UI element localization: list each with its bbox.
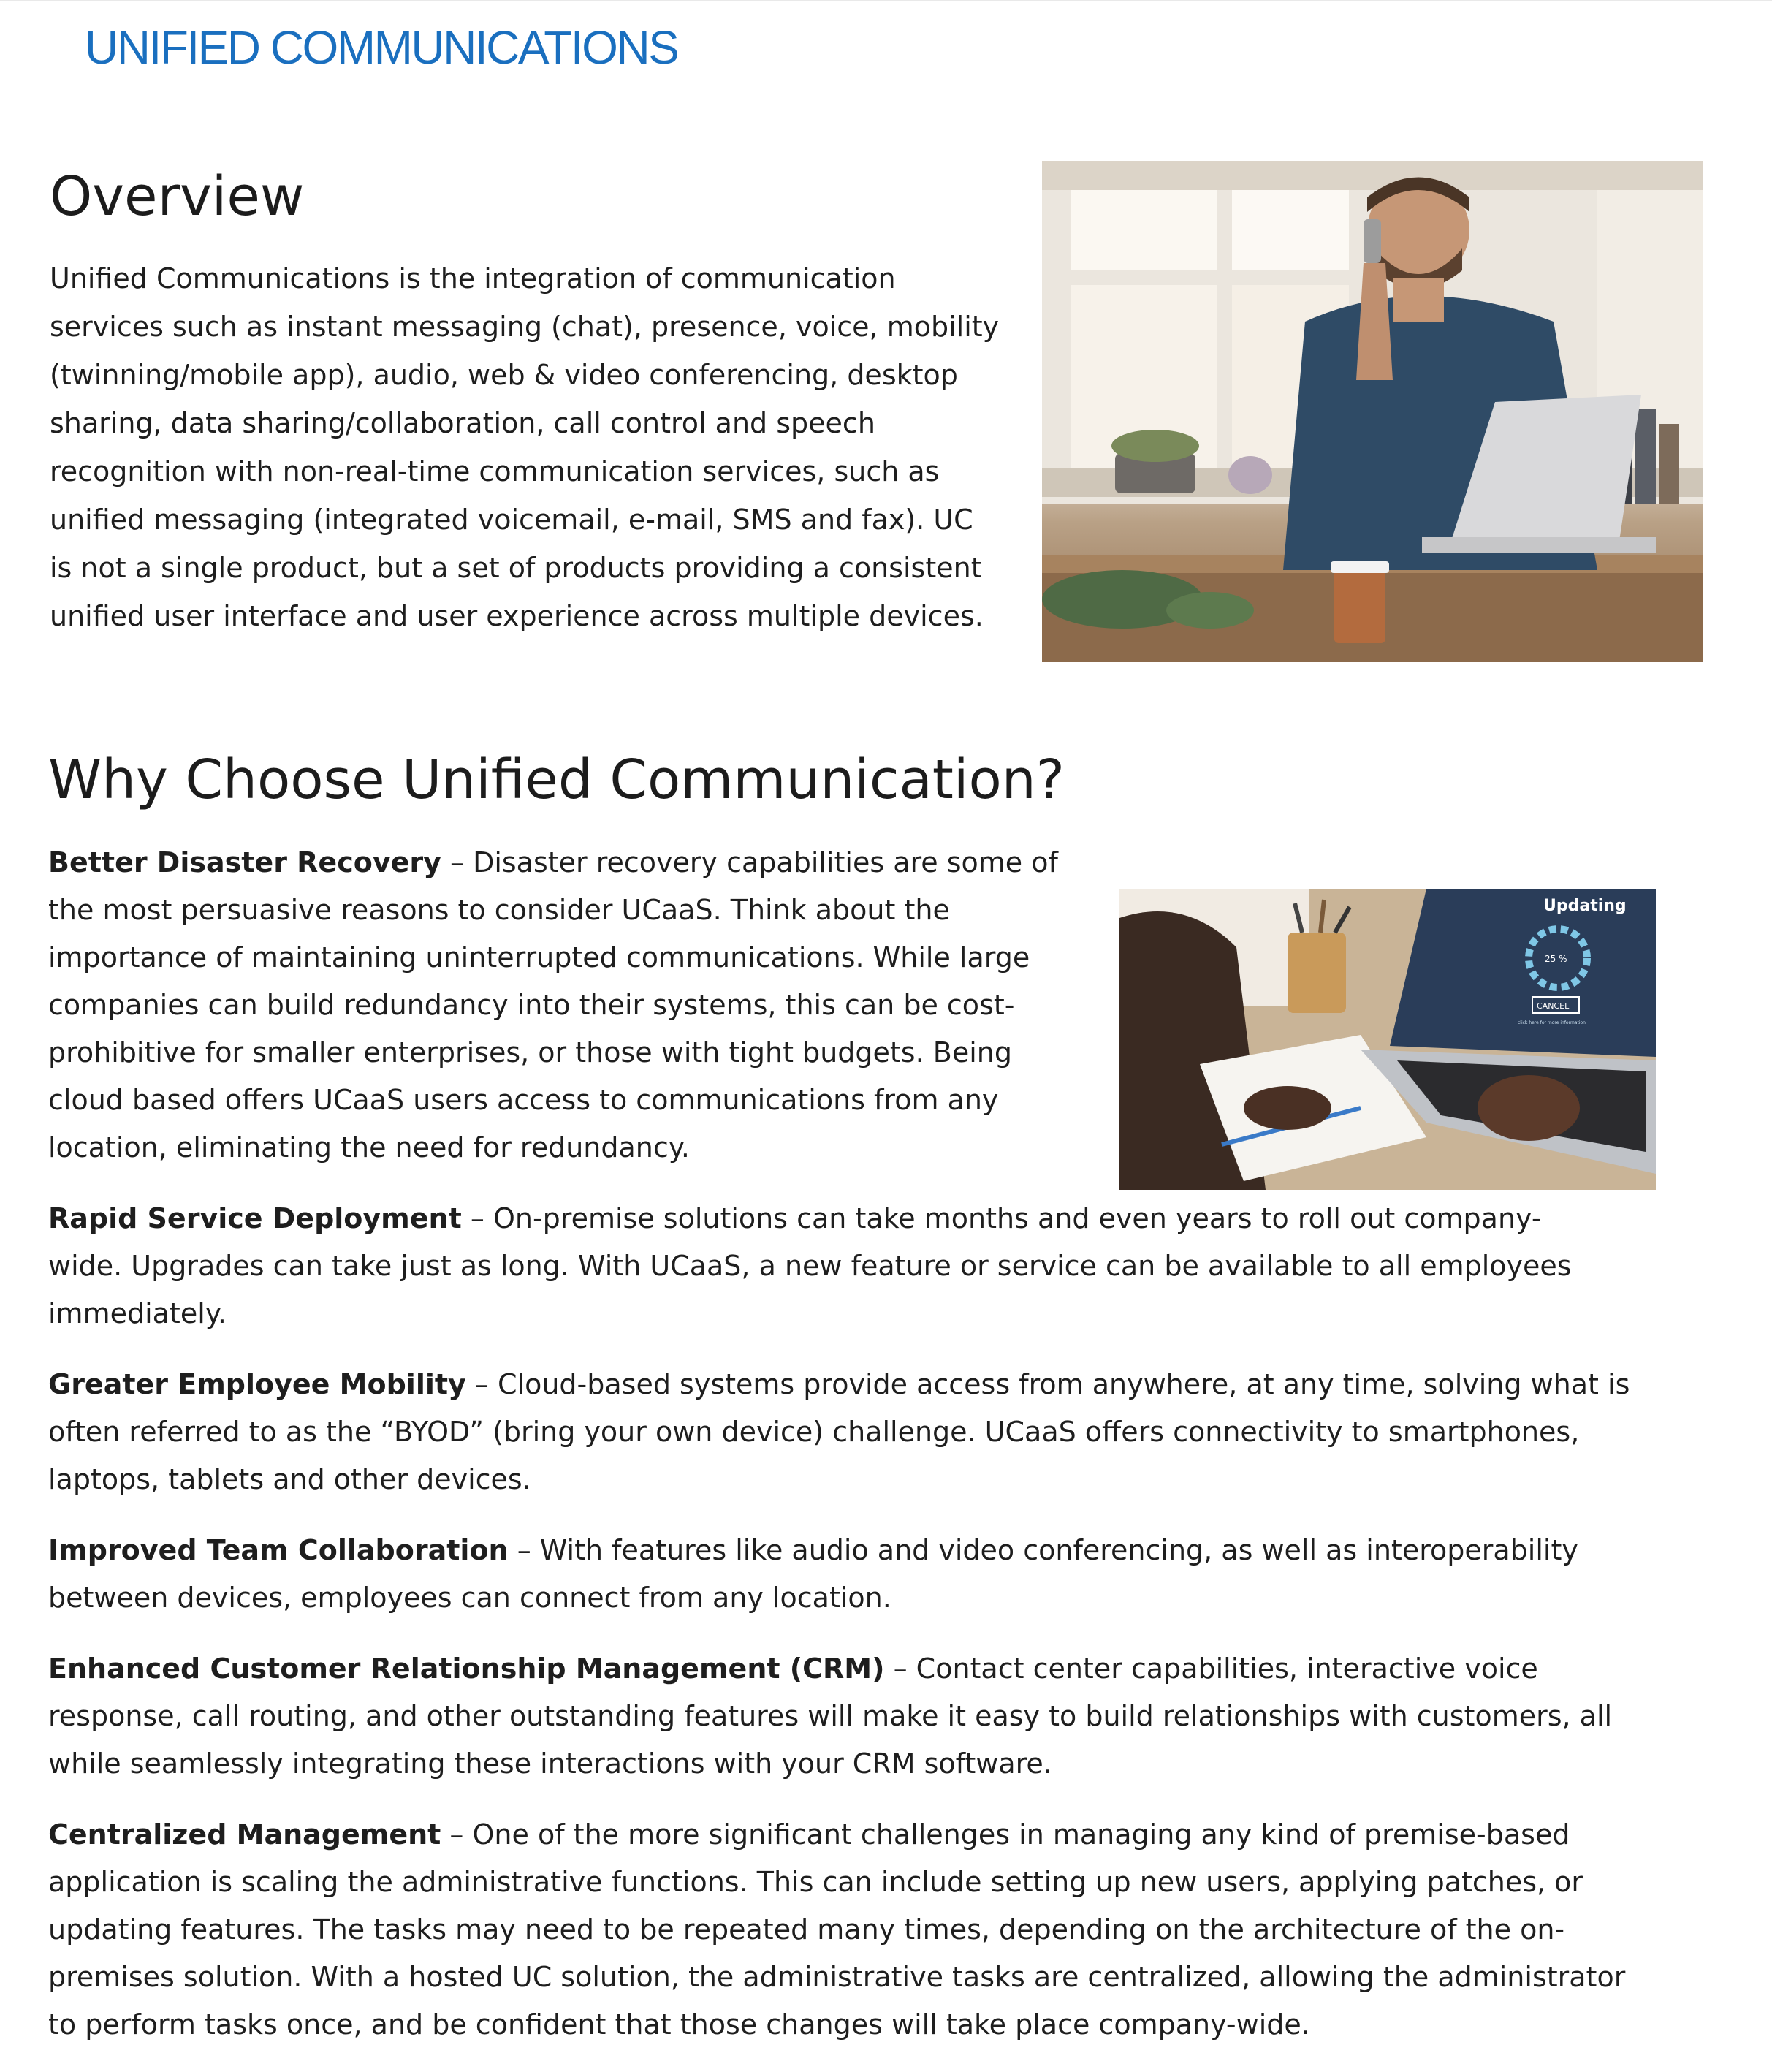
page-brand-title: UNIFIED COMMUNICATIONS [85,21,678,74]
feature-separator: – [441,1818,473,1851]
feature-separator: – [884,1652,916,1685]
feature-item [48,839,1071,1172]
feature-item [48,1527,1641,1622]
top-rule [0,0,1772,1]
overview-paragraph: Unified Communications is the integration of communication services such as instant messaging (chat), presence, voice, mobility (twinning/mobile app), audio, web & video conferencing, desktop sharing, data sharing/collaboration, call control and speech recognition with non-real-time communication services, such as unified messaging (integrated voicemail, e-mail, SMS and fax). UC is not a single product, but a set of products providing a consistent unified user interface and user experience across multiple devices. [50,262,1000,632]
feature-text: One of the more significant challenges in managing any kind of premise-based application is scaling the administrative functions. This can include setting up new users, applying patches, or updating features. The tasks may need to be repeated many times, depending on the architecture of the on-premises solution. With a hosted UC solution, the administrative tasks are centralized, allowing the administrator to perform tasks once, and be confident that those changes will take place company-wide. [48,1818,1626,2041]
updating-screen-title: Updating [1543,897,1627,915]
feature-text: Contact center capabilities, interactive voice response, call routing, and other outstanding features will make it easy to build relationships with customers, all while seamlessly integrating these interactions with your CRM software. [48,1652,1613,1780]
overview-heading: Overview [50,165,305,228]
feature-item [48,1361,1641,1503]
feature-text: Cloud-based systems provide access from anywhere, at any time, solving what is often referred to as the “BYOD” (bring your own device) challenge. UCaaS offers connectivity to smartphones, laptops, tablets and other devices. [48,1368,1630,1495]
updating-cancel-label: CANCEL [1537,1001,1570,1011]
why-choose-heading: Why Choose Unified Communication? [48,748,1065,811]
feature-separator: – [465,1368,498,1400]
feature-separator: – [461,1202,493,1234]
feature-list [48,839,1656,2072]
man-on-phone-photo [1042,161,1703,662]
feature-name: Greater Employee Mobility [48,1368,466,1400]
feature-text: With features like audio and video conferencing, as well as interoperability between devices, employees can connect from any location. [48,1534,1578,1614]
feature-name: Enhanced Customer Relationship Management (CRM) [48,1652,885,1685]
feature-name: Centralized Management [48,1818,441,1851]
feature-item [48,1645,1641,1788]
feature-separator: – [508,1534,540,1566]
updating-hint: click here for more information [1518,1020,1586,1025]
feature-name: Better Disaster Recovery [48,846,441,878]
feature-separator: – [441,846,474,878]
feature-name: Rapid Service Deployment [48,1202,462,1234]
feature-text: On-premise solutions can take months and even years to roll out company-wide. Upgrades can take just as long. With UCaaS, a new feature or service can be available to all employees immediately. [48,1202,1572,1329]
feature-text: Disaster recovery capabilities are some of the most persuasive reasons to consider UCaaS. Think about the importance of maintaining uninterrupted communications. While large companies can build redundancy into their systems, this can be cost-prohibitive for smaller enterprises, or those with tight budgets. Being cloud based offers UCaaS users access to communications from any location, eliminating the need for redundancy. [48,846,1058,1164]
feature-item [48,1195,1605,1337]
feature-name: Improved Team Collaboration [48,1534,509,1566]
feature-item [48,1811,1656,2049]
updating-percent: 25 % [1545,954,1567,964]
